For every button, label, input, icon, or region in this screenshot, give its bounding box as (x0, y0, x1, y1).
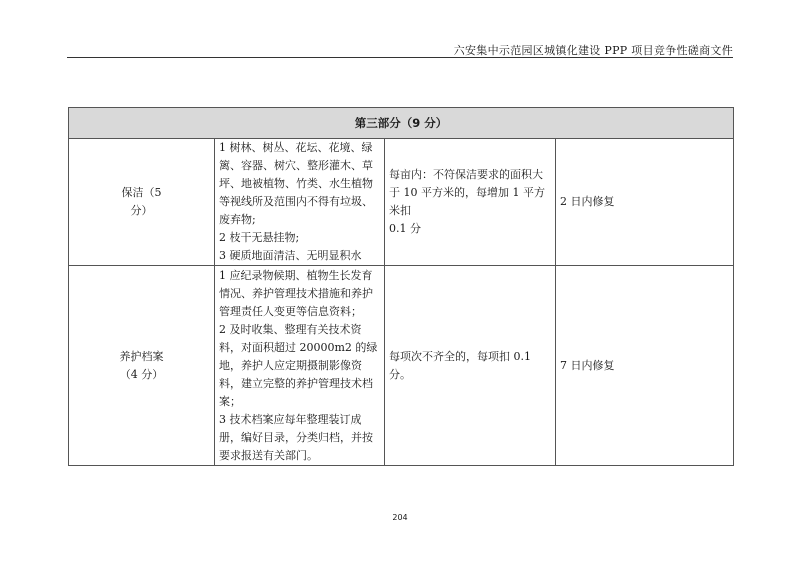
requirement-line: 1 树林、树丛、花坛、花境、绿 (219, 141, 373, 154)
requirement-line: 废弃物; (219, 213, 256, 226)
requirement-line: 案； (219, 394, 241, 408)
deduction-cell (385, 266, 556, 466)
requirement-line: 情况、养护管理技术措施和养护 (219, 286, 373, 300)
deduction-line: 0.1 分 (389, 222, 421, 235)
scoring-table (68, 107, 734, 466)
deduction-line: 每亩内：不符保洁要求的面积大 (389, 168, 543, 181)
requirement-line: 1 应纪录物候期、植物生长发育 (219, 268, 373, 282)
requirement-line: 等视线所及范围内不得有垃圾、 (219, 195, 373, 208)
requirement-line: 篱、容器、树穴、整形灌木、草 (219, 159, 373, 172)
section-header-row (69, 108, 734, 139)
item-cell (69, 266, 215, 466)
deduction-cell (385, 139, 556, 266)
fix-deadline-cell: 7 日内修复 (556, 266, 734, 466)
requirement-line: 3 硬质地面清洁、无明显积水 (219, 249, 362, 262)
requirement-line: 2 枝干无悬挂物; (219, 231, 300, 244)
requirement-line: 2 及时收集、整理有关技术资 (219, 322, 362, 336)
requirement-cell (215, 139, 385, 266)
page-number: 204 (392, 513, 408, 522)
requirement-line: 管理责任人变更等信息资料； (219, 304, 362, 318)
deduction-line: 米扣 (389, 204, 411, 217)
section-title: 第三部分（9 分） (69, 108, 734, 139)
requirement-line: 地，养护人应定期摄制影像资 (219, 358, 362, 372)
item-line: （4 分） (119, 367, 164, 381)
requirement-line: 3 技术档案应每年整理装订成 (219, 412, 362, 426)
requirement-line: 要求报送有关部门。 (219, 448, 318, 462)
header-divider (67, 57, 733, 58)
item-cell (69, 139, 215, 266)
deduction-line: 每项次不齐全的，每项扣 0.1 (389, 349, 531, 363)
requirement-line: 料，对面积超过 20000m2 的绿 (219, 340, 378, 354)
fix-deadline-cell: 2 日内修复 (556, 139, 734, 266)
document-header: 六安集中示范园区城镇化建设 PPP 项目竞争性磋商文件 (453, 44, 733, 57)
item-line: 保洁（5 (121, 186, 162, 199)
deduction-line: 分。 (389, 367, 411, 381)
item-line: 分） (130, 204, 153, 217)
requirement-line: 坪、地被植物、竹类、水生植物 (219, 177, 373, 190)
requirement-line: 料，建立完整的养护管理技术档 (219, 376, 373, 390)
table-row (69, 266, 734, 466)
requirement-line: 册，编好目录，分类归档，并按 (219, 430, 373, 444)
deduction-line: 于 10 平方米的，每增加 1 平方 (389, 186, 545, 199)
requirement-cell (215, 266, 385, 466)
table-row (69, 139, 734, 266)
item-line: 养护档案 (119, 349, 164, 363)
